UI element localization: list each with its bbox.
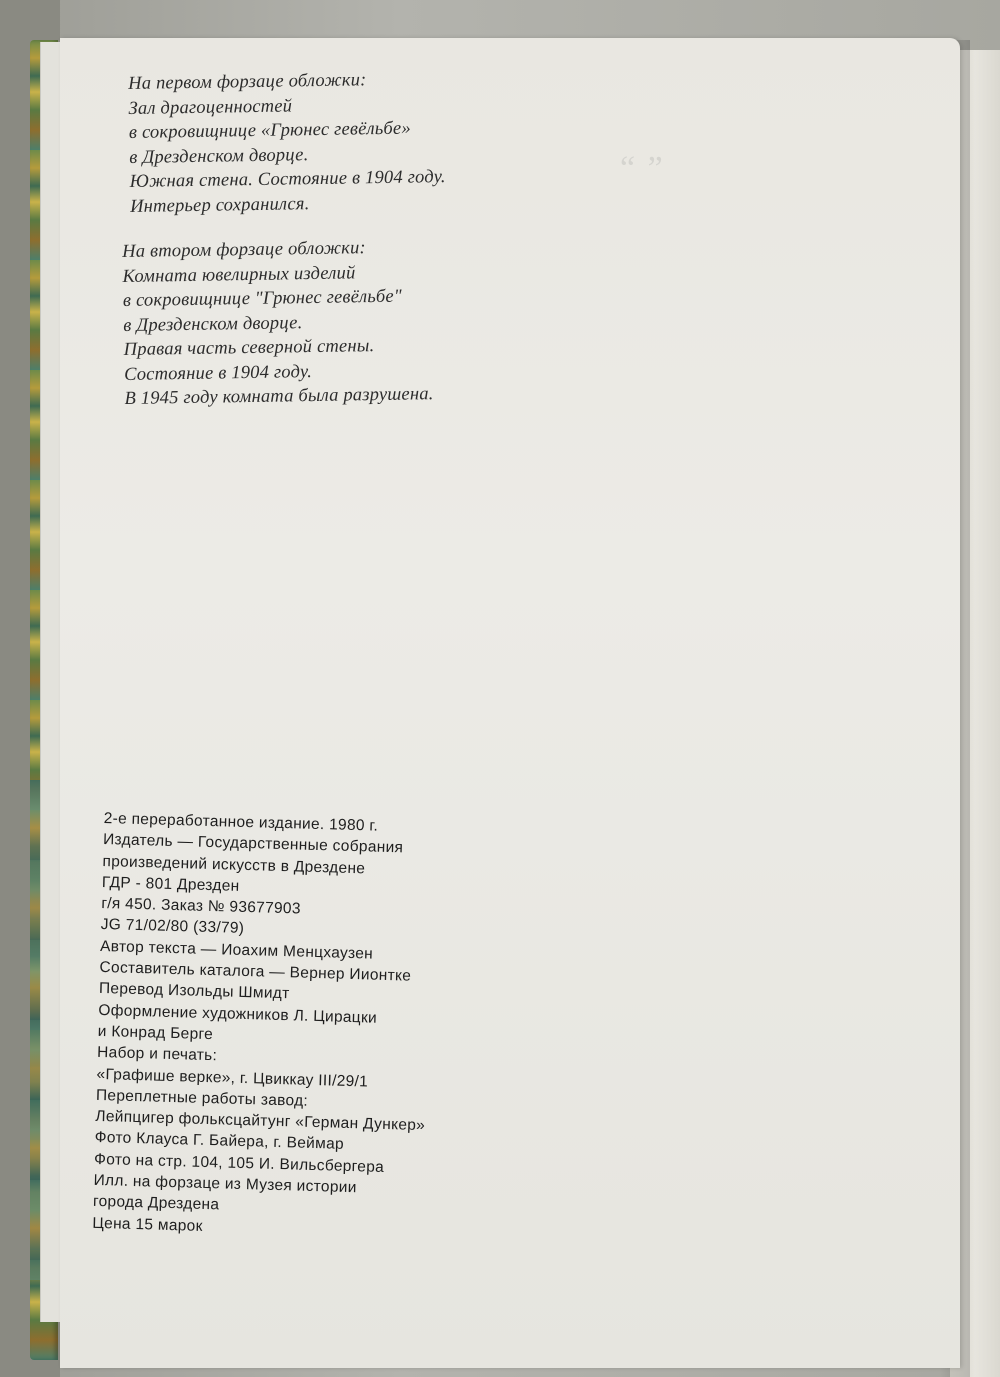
imprint-line: Илл. на форзаце из Музея истории [93,1171,357,1197]
front-endpaper-caption [128,67,446,219]
caption-line: в сокровищнице "Грюнес гевёльбе" [122,286,403,311]
imprint-line: Набор и печать: [96,1044,218,1065]
caption-line: На первом форзаце обложки: [128,70,367,94]
caption-line: Состояние в 1904 году. [123,361,313,385]
caption-line: Зал драгоценностей [128,95,293,119]
caption-line: В 1945 году комната была разрушена. [124,384,434,409]
imprint-line: Перевод Изольды Шмидт [98,980,290,1003]
imprint-line: произведений искусств в Дрездене [102,852,366,877]
caption-line: в Дрезденском дворце. [129,144,309,168]
imprint-line: города Дрездена [92,1193,220,1214]
caption-line: Правая часть северной стены. [123,336,375,360]
imprint-line: 2-е переработанное издание. 1980 г. [103,809,379,835]
imprint-line: «Графише верке», г. Цвиккау III/29/1 [96,1065,369,1091]
caption-line: Южная стена. Состояние в 1904 году. [129,167,446,192]
imprint-line: Фото на стр. 104, 105 И. Вильсбергера [93,1150,385,1176]
show-through-mark: “ ” [620,150,665,187]
back-endpaper-caption [122,235,434,411]
caption-line: На втором форзаце обложки: [122,238,366,262]
imprint-line: Издатель — Государственные собрания [102,831,404,857]
imprint-line: Лейпцигер фольксцайтунг «Герман Дункер» [95,1108,426,1135]
imprint-line: JG 71/02/80 (33/79) [100,916,245,938]
publication-imprint [92,808,434,1243]
imprint-line: г/я 450. Заказ № 93677903 [101,895,301,918]
imprint-line: Цена 15 марок [92,1214,203,1235]
caption-line: Комната ювелирных изделий [122,262,356,287]
caption-line: в Дрезденском дворце. [123,312,303,336]
imprint-line: ГДР - 801 Дрезден [101,873,240,895]
imprint-line: Переплетные работы завод: [95,1086,309,1110]
imprint-line: Составитель каталога — Вернер Иионтке [99,959,412,985]
imprint-line: Фото Клауса Г. Байера, г. Веймар [94,1129,345,1154]
imprint-line: Оформление художников Л. Цирацки [98,1001,378,1027]
imprint-line: Автор текста — Иоахим Менцхаузен [99,937,374,963]
caption-line: в сокровищнице «Грюнес гевёльбе» [128,118,411,143]
caption-line: Интерьер сохранился. [129,193,310,217]
imprint-line: и Конрад Берге [97,1022,214,1044]
